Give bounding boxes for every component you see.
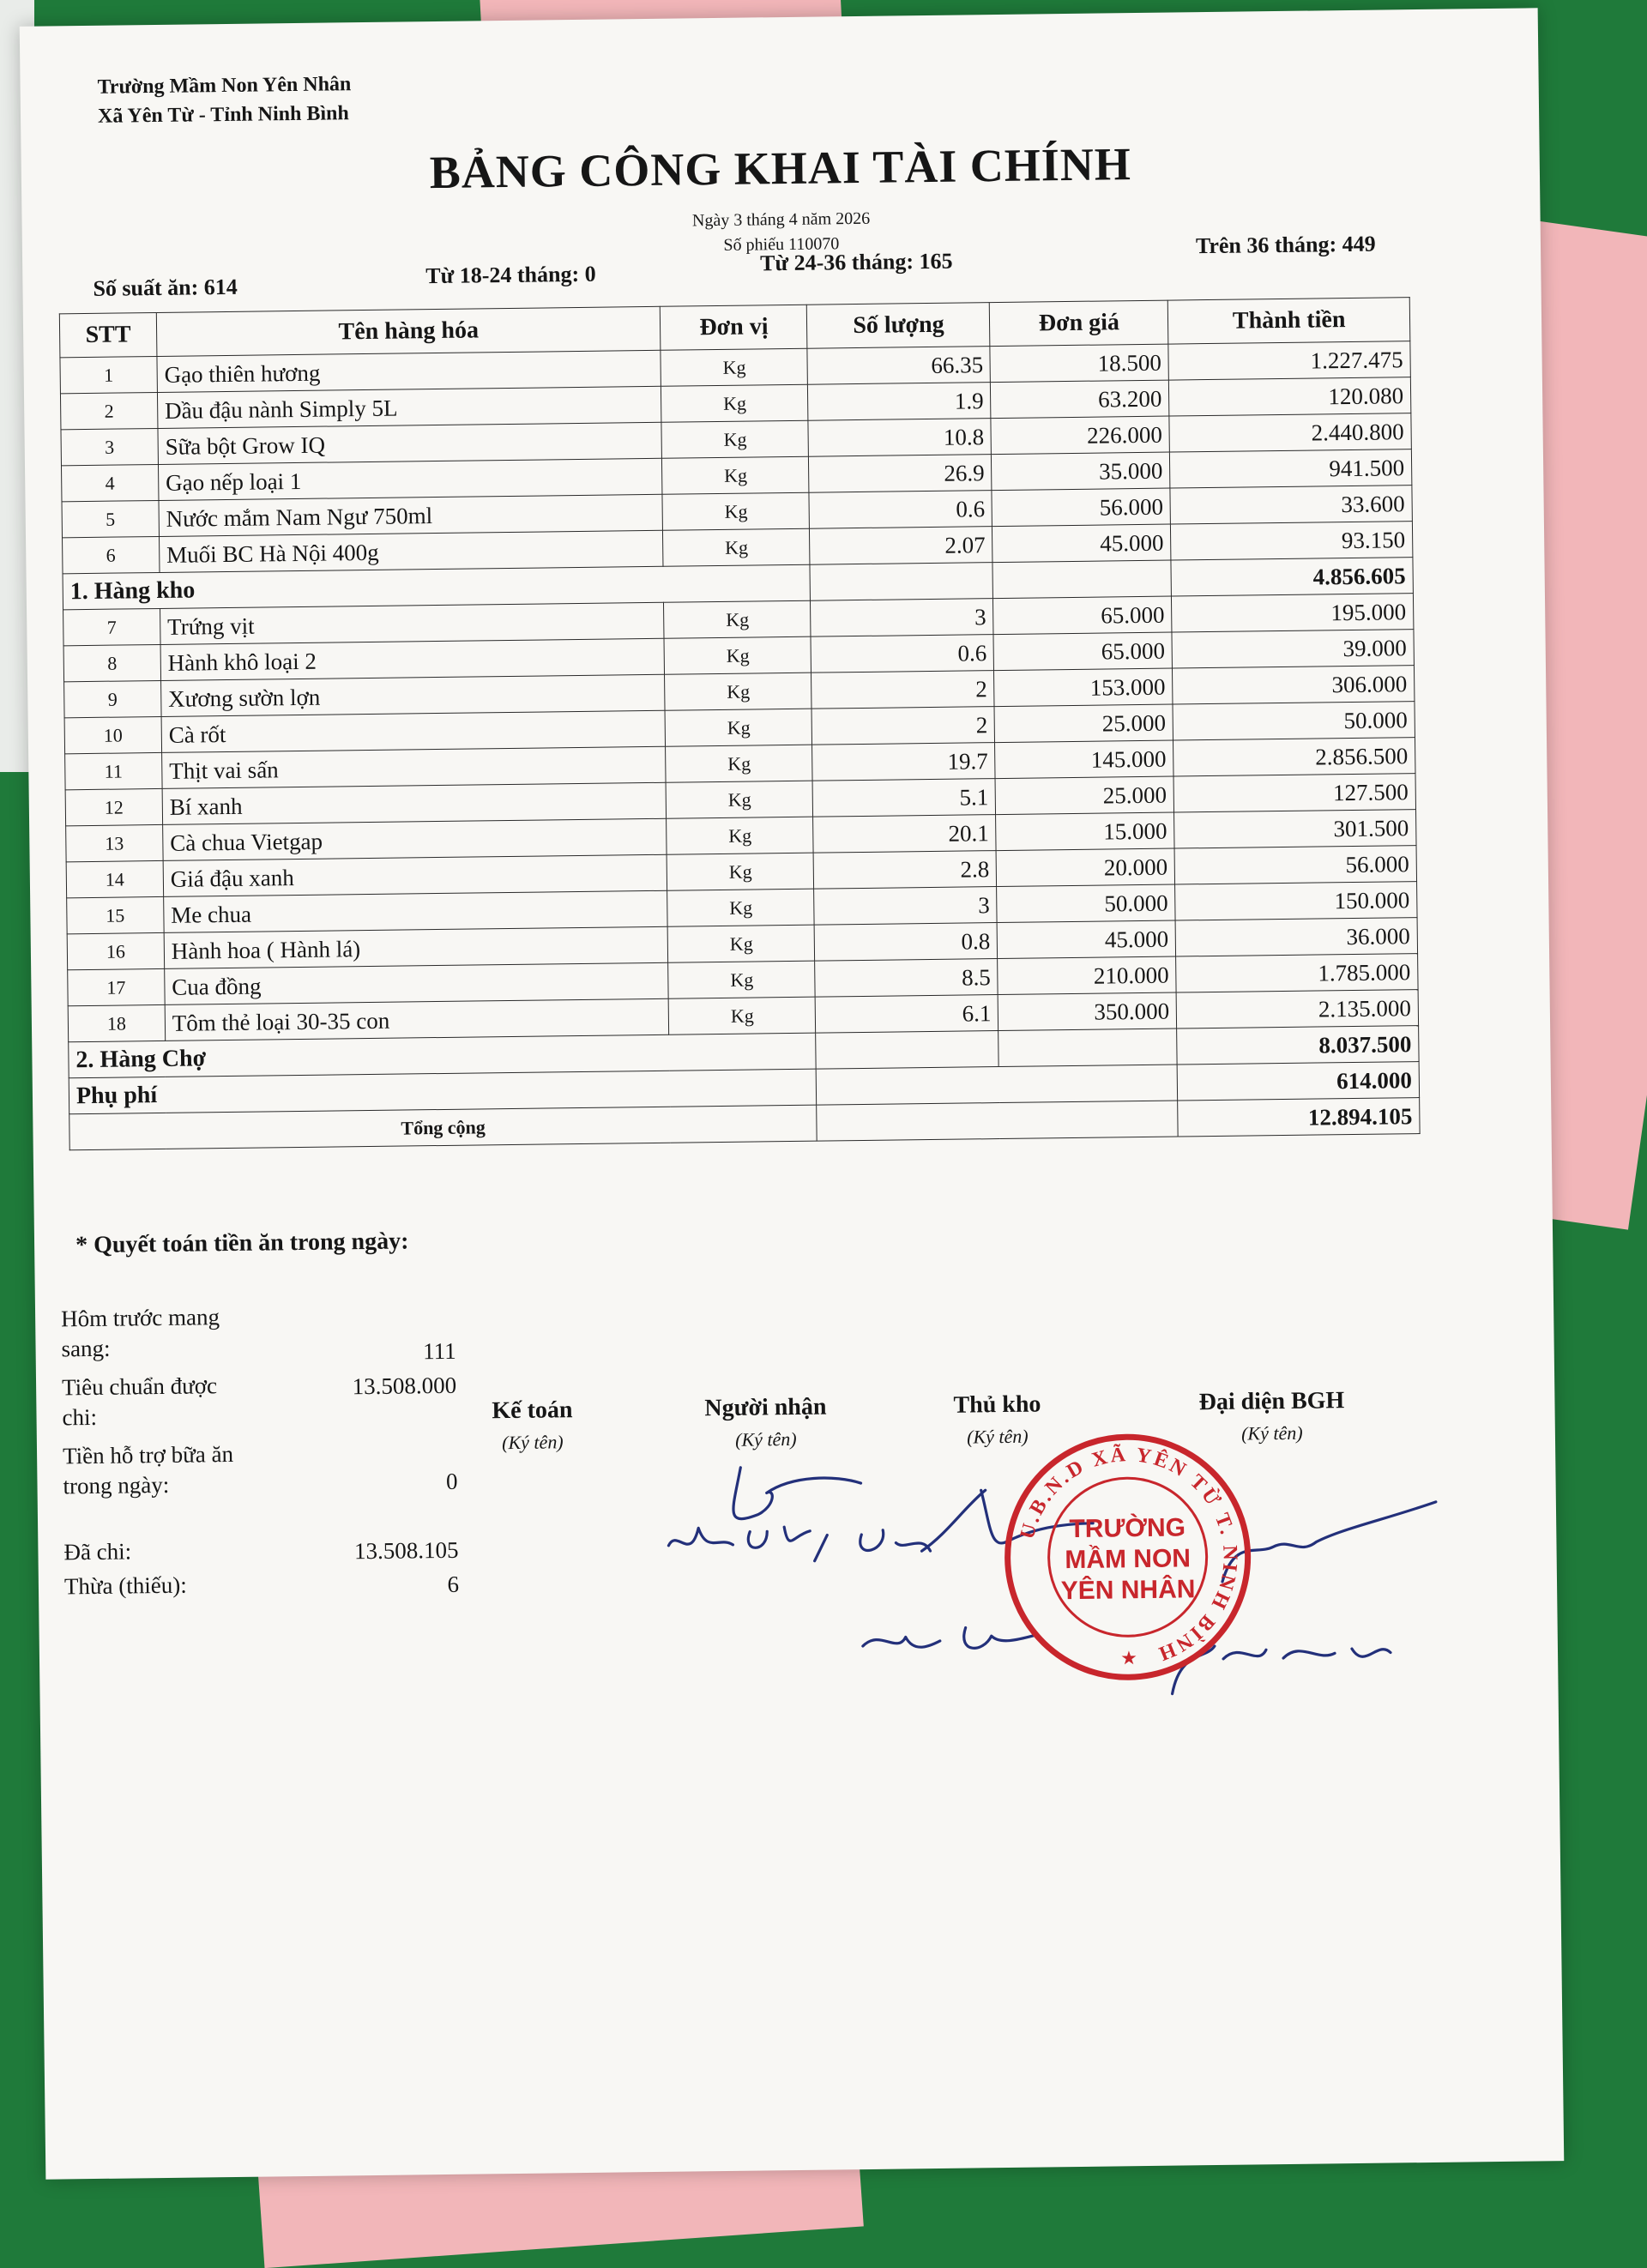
cell-name: Thịt vai sấn [161,746,666,788]
cell-name: Hành khô loại 2 [160,638,665,680]
settlement-label: Tiền hỗ trợ bữa ăn trong ngày: [62,1440,234,1499]
settlement-block [61,1300,459,1607]
organization-name: Trường Mầm Non Yên Nhân [97,73,352,99]
cell-stt: 6 [63,536,160,573]
age-36-plus-count: Trên 36 tháng: 449 [1195,231,1376,259]
cell-qty: 2 [811,707,995,745]
cell-stt: 8 [63,644,160,681]
cell-name: Gạo thiên hương [157,350,661,392]
cell-unit: Kg [664,636,811,674]
cell-qty: 3 [814,887,998,926]
cell-stt: 7 [63,608,160,645]
cell-name: Hành hoa ( Hành lá) [164,926,668,968]
cell-price: 210.000 [998,956,1176,995]
items-table [59,297,1421,1150]
cell-price: 145.000 [995,740,1173,779]
signature-hint: (Ký tên) [1240,1421,1303,1445]
signature-role: Đại diện BGH [1198,1387,1345,1416]
header-name: Tên hàng hóa [156,306,661,356]
grand-total: 12.894.105 [1178,1098,1420,1137]
cell-price: 226.000 [991,416,1169,455]
grand-total-label: Tổng cộng [69,1105,817,1150]
settlement-value: 13.508.105 [353,1536,459,1565]
table-summary [69,1026,1420,1150]
cell-unit: Kg [667,817,813,854]
cell-unit: Kg [668,961,815,998]
cell-total: 56.000 [1174,846,1416,884]
cell-qty: 20.1 [813,815,997,854]
group2-qty-empty [816,1031,999,1070]
settlement-row [63,1533,458,1572]
cell-total: 2.440.800 [1169,413,1411,452]
meal-count: Số suất ăn: 614 [93,274,238,301]
cell-unit: Kg [663,528,810,566]
settlement-title: * Quyết toán tiền ăn trong ngày: [75,1227,409,1259]
settlement-label: Tiêu chuẩn được chi: [61,1372,218,1431]
cell-stt: 18 [68,1004,165,1041]
cell-unit: Kg [667,889,814,926]
cell-unit: Kg [669,997,816,1034]
cell-name: Dầu đậu nành Simply 5L [157,386,661,428]
settlement-value: 13.508.000 [352,1372,457,1400]
cell-total: 33.600 [1170,486,1412,524]
settlement-label: Đã chi: [63,1538,132,1565]
fee-empty [817,1065,1178,1105]
cell-qty: 3 [811,599,994,637]
settlement-value: 111 [422,1337,456,1365]
document-title: BẢNG CÔNG KHAI TÀI CHÍNH [429,138,1132,199]
cell-total: 93.150 [1171,522,1413,560]
cell-qty: 26.9 [809,455,992,493]
cell-price: 153.000 [994,668,1173,707]
cell-name: Gạo nếp loại 1 [158,458,662,500]
cell-total: 941.500 [1170,449,1412,488]
cell-qty: 19.7 [812,743,996,781]
cell-price: 65.000 [993,596,1172,635]
cell-name: Trứng vịt [160,602,664,644]
cell-qty: 2.8 [813,851,997,890]
cell-unit: Kg [661,384,808,422]
cell-name: Muối BC Hà Nội 400g [159,530,663,572]
cell-total: 306.000 [1173,666,1415,704]
cell-total: 127.500 [1173,774,1415,812]
cell-stt: 13 [66,824,163,861]
cell-unit: Kg [665,673,811,710]
signature-receiver-name [668,1525,930,1563]
cell-qty: 5.1 [812,779,996,817]
cell-price: 25.000 [994,704,1173,743]
cell-qty: 1.9 [808,383,992,421]
cell-stt: 5 [62,500,159,537]
cell-qty: 66.35 [807,347,991,385]
document-date: Ngày 3 tháng 4 năm 2026 [691,208,871,231]
settlement-label: Thừa (thiếu): [63,1571,187,1600]
organization-block [97,69,352,131]
settlement-value: 6 [447,1571,460,1597]
cell-total: 120.080 [1169,377,1411,416]
cell-stt: 17 [68,968,165,1005]
cell-qty: 2.07 [810,527,993,565]
cell-price: 35.000 [992,452,1170,491]
cell-stt: 15 [67,896,164,933]
stamp-line-2: MẦM NON [1065,1544,1192,1575]
group2-rows [63,594,1419,1042]
cell-unit: Kg [667,781,813,818]
cell-price: 65.000 [993,632,1172,671]
cell-stt: 2 [60,392,157,429]
signature-receiver-initial [733,1466,861,1519]
cell-total: 195.000 [1172,594,1414,632]
cell-stt: 9 [64,680,161,717]
group2-label: 2. Hàng Chợ [69,1033,817,1078]
group1-qty-empty [810,563,993,601]
cell-total: 1.785.000 [1176,954,1418,992]
cell-total: 50.000 [1173,702,1415,740]
cell-stt: 1 [60,356,157,393]
settlement-value: 0 [445,1468,458,1494]
cell-name: Sữa bột Grow IQ [158,422,662,464]
cell-qty: 10.8 [808,419,992,457]
fee-total: 614.000 [1177,1062,1419,1101]
signature-hint: (Ký tên) [735,1427,797,1451]
cell-total: 2.135.000 [1176,990,1418,1028]
cell-unit: Kg [664,600,811,638]
document-page [20,8,1565,2179]
group1-total: 4.856.605 [1171,558,1413,596]
cell-unit: Kg [668,925,815,962]
cell-name: Cua đồng [165,962,669,1004]
signature-hint: (Ký tên) [502,1431,564,1454]
settlement-row [62,1368,457,1442]
cell-total: 36.000 [1175,918,1417,956]
cell-name: Cà chua Vietgap [162,818,667,860]
cell-qty: 0.6 [809,491,992,529]
cell-total: 150.000 [1175,882,1417,920]
cell-price: 350.000 [998,992,1177,1031]
header-price: Đơn giá [990,300,1168,347]
group1-label: 1. Hàng kho [63,564,811,610]
cell-name: Tôm thẻ loại 30-35 con [165,998,669,1041]
signature-role: Người nhận [704,1393,827,1422]
fee-label: Phụ phí [69,1069,817,1114]
cell-name: Bí xanh [162,782,667,824]
stamp-ring-text: U.B.N.D XÃ YÊN TỪ T. NINH BÌNH [1016,1443,1241,1666]
group1-price-empty [992,560,1171,599]
cell-unit: Kg [662,456,809,494]
cell-total: 1.227.475 [1168,341,1410,380]
stamp-line-1: TRƯỜNG [1069,1513,1186,1544]
cell-qty: 8.5 [815,959,998,998]
settlement-label: Hôm trước mang sang: [60,1304,220,1362]
cell-price: 15.000 [996,812,1174,851]
cell-stt: 3 [61,428,158,465]
cell-qty: 0.8 [814,923,998,962]
cell-stt: 11 [65,752,162,789]
signature-receiver [662,1393,869,1452]
signature-role: Kế toán [492,1396,573,1425]
cell-price: 56.000 [992,488,1170,527]
settlement-row [63,1437,458,1538]
signature-accountant [446,1396,618,1455]
cell-price: 50.000 [997,884,1175,923]
signature-role: Thủ kho [953,1390,1041,1419]
group2-price-empty [998,1028,1177,1067]
cell-price: 20.000 [997,848,1175,887]
cell-stt: 4 [61,464,158,501]
cell-unit: Kg [662,492,809,530]
header-stt: STT [59,312,156,357]
cell-unit: Kg [661,420,808,458]
group1-rows [60,341,1413,574]
stamp-line-3: YÊN NHÂN [1060,1575,1196,1606]
grand-empty [817,1101,1178,1141]
cell-name: Nước mắm Nam Ngư 750ml [159,494,663,536]
header-total: Thành tiền [1168,298,1410,344]
cell-name: Giá đậu xanh [163,854,667,896]
star-icon: ★ [1120,1648,1138,1670]
cell-qty: 6.1 [815,995,998,1034]
cell-unit: Kg [661,348,807,386]
cell-unit: Kg [666,709,812,746]
cell-qty: 2 [811,671,995,709]
cell-name: Xương sườn lợn [160,674,665,716]
cell-stt: 10 [64,716,161,753]
cell-unit: Kg [666,745,812,782]
cell-price: 18.500 [990,344,1168,383]
cell-price: 45.000 [998,920,1176,959]
age-24-36-count: Từ 24-36 tháng: 165 [759,248,953,276]
settlement-row [61,1300,456,1373]
cell-total: 301.500 [1174,810,1416,848]
cell-stt: 16 [67,932,164,969]
signature-hint: (Ký tên) [967,1425,1029,1448]
group2-total: 8.037.500 [1177,1026,1419,1065]
cell-name: Me chua [164,890,668,932]
cell-stt: 12 [65,788,162,825]
cell-price: 25.000 [995,776,1173,815]
cell-qty: 0.6 [811,635,994,673]
cell-total: 2.856.500 [1173,738,1415,776]
age-18-24-count: Từ 18-24 tháng: 0 [425,261,596,289]
header-qty: Số lượng [807,303,991,349]
cell-total: 39.000 [1172,630,1414,668]
organization-address: Xã Yên Từ - Tỉnh Ninh Bình [97,102,349,128]
cell-price: 45.000 [992,524,1171,563]
settlement-row [64,1567,459,1607]
cell-unit: Kg [667,853,814,890]
cell-name: Cà rốt [161,710,666,752]
header-unit: Đơn vị [661,305,808,350]
cell-price: 63.200 [991,380,1169,419]
school-stamp [998,1427,1258,1687]
ticket-number: Số phiếu 110070 [723,234,840,255]
cell-stt: 14 [66,860,163,897]
